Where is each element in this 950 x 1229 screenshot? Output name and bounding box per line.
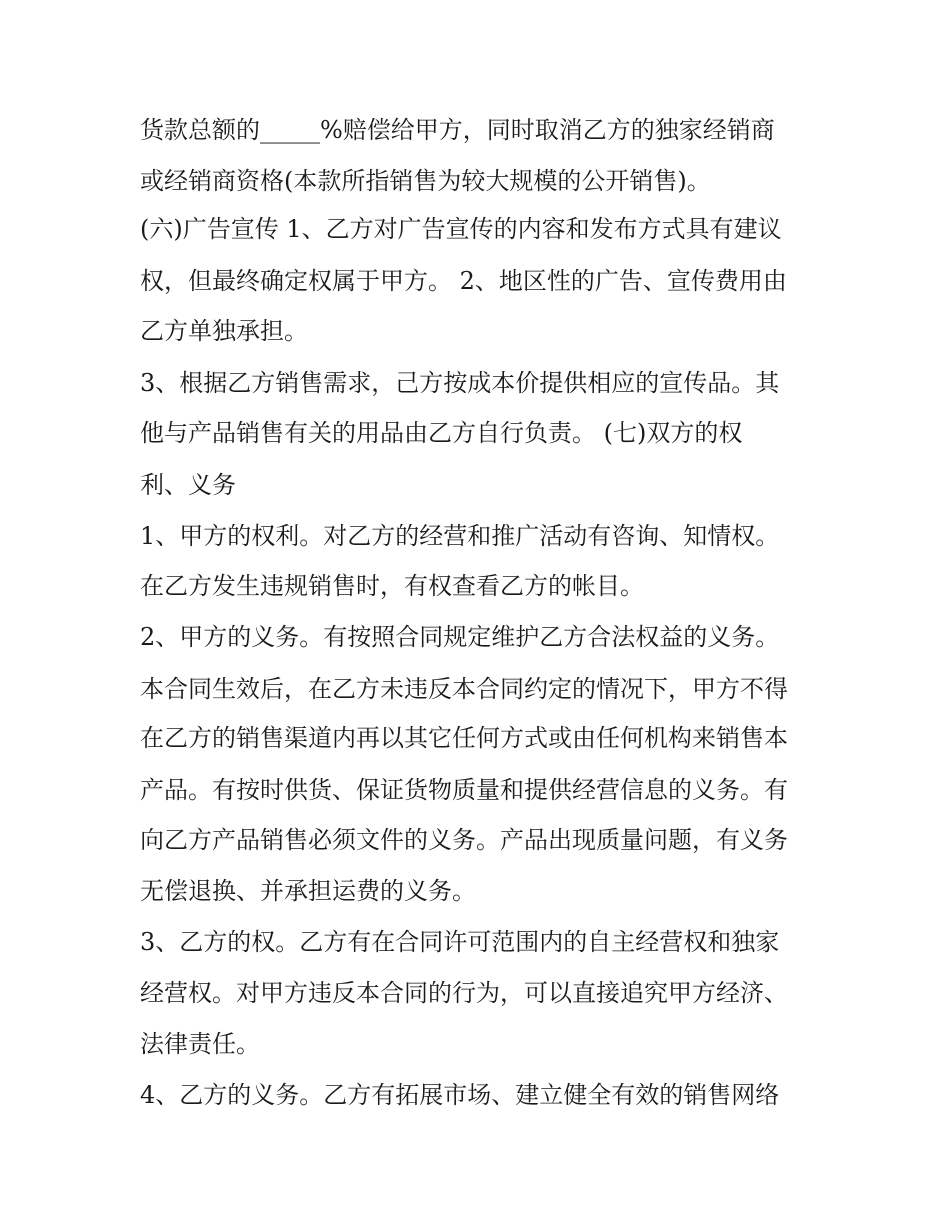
text-line: 在乙方发生违规销售时，有权查看乙方的帐目。 xyxy=(140,572,644,600)
text-line: 货款总额的_____%赔偿给甲方，同时取消乙方的独家经销商 xyxy=(140,116,775,144)
text-line: 无偿退换、并承担运费的义务。 xyxy=(140,877,476,905)
text-line: 3、根据乙方销售需求，己方按成本价提供相应的宣传品。其 xyxy=(140,369,780,397)
text-line: 或经销商资格(本款所指销售为较大规模的公开销售)。 xyxy=(140,167,711,195)
text-line: 1、甲方的权利。对乙方的经营和推广活动有咨询、知情权。 xyxy=(140,522,780,550)
text-line: 他与产品销售有关的用品由乙方自行负责。 (七)双方的权 xyxy=(140,419,743,447)
text-line: (六)广告宣传 1、乙方对广告宣传的内容和发布方式具有建议 xyxy=(140,215,782,243)
text-line: 权，但最终确定权属于甲方。 2、地区性的广告、宣传费用由 xyxy=(140,267,787,295)
text-line: 2、甲方的义务。有按照合同规定维护乙方合法权益的义务。 xyxy=(140,623,780,651)
text-line: 向乙方产品销售必须文件的义务。产品出现质量问题，有义务 xyxy=(140,826,788,854)
text-line: 本合同生效后，在乙方未违反本合同约定的情况下，甲方不得 xyxy=(140,675,788,703)
text-line: 产品。有按时供货、保证货物质量和提供经营信息的义务。有 xyxy=(140,776,788,804)
text-line: 利、义务 xyxy=(140,471,236,499)
text-line: 在乙方的销售渠道内再以其它任何方式或由任何机构来销售本 xyxy=(140,724,788,752)
text-line: 法律责任。 xyxy=(140,1030,260,1058)
text-line: 经营权。对甲方违反本合同的行为，可以直接追究甲方经济、 xyxy=(140,979,788,1007)
text-line: 3、乙方的权。乙方有在合同许可范围内的自主经营权和独家 xyxy=(140,928,780,956)
text-line: 乙方单独承担。 xyxy=(140,317,308,345)
text-line: 4、乙方的义务。乙方有拓展市场、建立健全有效的销售网络 xyxy=(140,1081,780,1109)
